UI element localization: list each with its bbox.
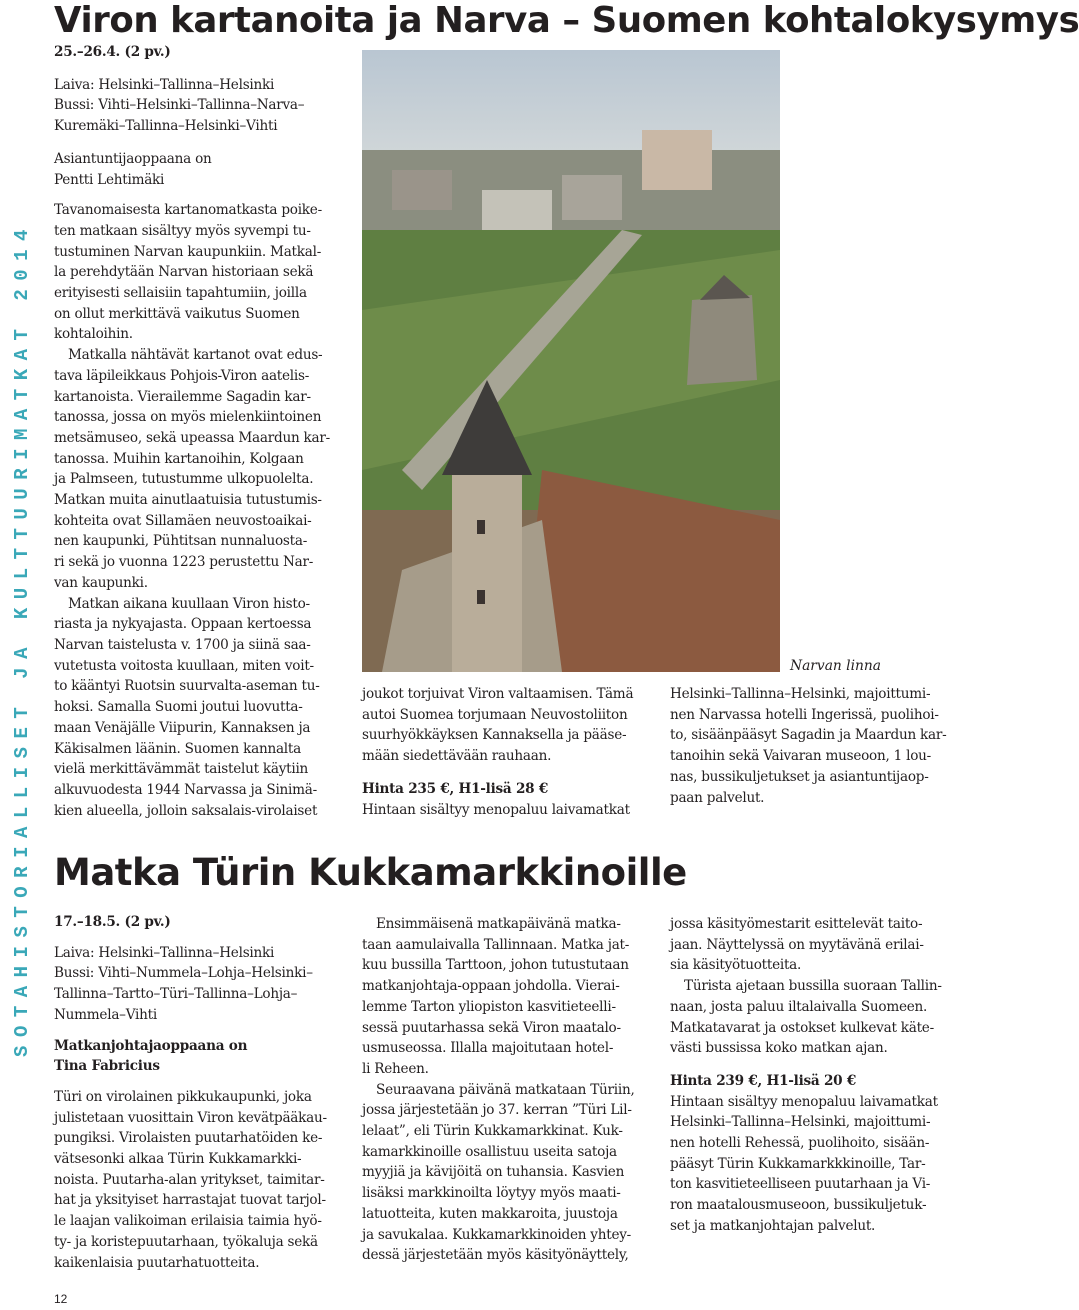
text-line: usmuseossa. Illalla majoitutaan hotel- xyxy=(362,1040,614,1057)
page-number: 12 xyxy=(54,1292,68,1306)
text-line: hoksi. Samalla Suomi joutui luovutta- xyxy=(54,699,303,716)
text-line: noista. Puutarha-alan yritykset, taimitar- xyxy=(54,1171,325,1188)
trip1-ship-route: Laiva: Helsinki–Tallinna–Helsinki xyxy=(54,76,275,93)
text-line: jossa käsityömestarit esittelevät taito- xyxy=(670,916,923,932)
text-line: nas, bussikuljetukset ja asiantuntijaop- xyxy=(670,768,929,785)
photo-caption: Narvan linna xyxy=(790,658,882,674)
trip2-title: Matka Türin Kukkamarkkinoille xyxy=(54,851,687,894)
trip2-itinerary-text xyxy=(362,914,662,1266)
text-line: le laajan valikoiman erilaisia taimia hyö- xyxy=(54,1213,322,1230)
trip2-bus-route-1: Bussi: Vihti–Nummela–Lohja–Helsinki– xyxy=(54,965,313,982)
trip1-guide xyxy=(54,149,346,190)
text-line: alkuvuodesta 1944 Narvassa ja Sinimä- xyxy=(54,781,317,798)
text-line: Türista ajetaan bussilla suoraan Tallin- xyxy=(684,978,942,995)
text-line: riasta ja nykyajasta. Oppaan kertoessa xyxy=(54,616,312,633)
trip1-price: Hinta 235 €, H1-lisä 28 € xyxy=(362,780,549,797)
text-line: jossa järjestetään jo 37. kerran ”Türi Lil- xyxy=(362,1102,632,1119)
text-line: Tavanomaisesta kartanomatkasta poike- xyxy=(54,202,322,219)
text-line: latuotteita, kuten makkaroita, juustoja xyxy=(362,1205,618,1222)
text-line: kamarkkinoille osallistuu useita satoja xyxy=(362,1143,617,1160)
text-line: Käkisalmen läänin. Suomen kannalta xyxy=(54,740,301,757)
text-line: Matkan aikana kuullaan Viron histo- xyxy=(68,595,310,612)
text-line: myyjiä ja kävijöitä on tuhansia. Kasvien xyxy=(362,1164,625,1181)
text-line: Helsinki–Tallinna–Helsinki, majoittumi- xyxy=(670,686,931,702)
text-line: kien alueella, jolloin saksalais-virolaiset xyxy=(54,802,318,819)
trip1-column-3 xyxy=(670,684,960,808)
text-line: nen Narvassa hotelli Ingerissä, puolihoi- xyxy=(670,706,939,723)
text-line: taan aamulaivalla Tallinnaan. Matka jat- xyxy=(362,936,630,953)
text-line: mään siedettävään rauhaan. xyxy=(362,748,552,765)
text-line: to kääntyi Ruotsin suurvalta-aseman tu- xyxy=(54,678,320,695)
text-line: lemme Tarton yliopiston kasvitieteelli- xyxy=(362,998,616,1015)
text-line: pääsyt Türin Kukkamarkkkinoille, Tar- xyxy=(670,1155,926,1172)
text-line: pungiksi. Virolaisten puutarhatöiden ke- xyxy=(54,1130,323,1147)
trip2-bus-route-3: Nummela–Vihti xyxy=(54,1006,157,1023)
text-line: lisäksi markkinoilta löytyy myös maati- xyxy=(362,1185,621,1202)
trip2-guide xyxy=(54,1036,346,1077)
text-line: Narvan taistelusta v. 1700 ja siinä saa- xyxy=(54,636,311,653)
text-line: matkanjohtaja-oppaan johdolla. Vierai- xyxy=(362,978,620,995)
text-line: to, sisäänpääsyt Sagadin ja Maardun kar- xyxy=(670,727,947,744)
text-line: ten matkaan sisältyy myös syvempi tu- xyxy=(54,222,311,239)
text-line: erityisesti sellaisiin tapahtumiin, joilla xyxy=(54,285,307,302)
text-line: set ja matkanjohtajan palvelut. xyxy=(670,1217,876,1234)
text-line: Matkan muita ainutlaatuisia tutustumis- xyxy=(54,492,322,509)
trip2-guide-name: Tina Fabricius xyxy=(54,1058,160,1075)
trip1-dates: 25.–26.4. (2 pv.) xyxy=(54,44,171,60)
text-line: västi bussissa koko matkan ajan. xyxy=(670,1040,888,1057)
text-line: Matkalla nähtävät kartanot ovat edus- xyxy=(68,347,323,364)
trip2-price: Hinta 239 €, H1-lisä 20 € xyxy=(670,1072,857,1089)
trip1-price-details xyxy=(670,684,960,808)
text-line: kuu bussilla Tarttoon, johon tutustutaan xyxy=(362,957,629,974)
trip2-guide-label: Matkanjohtajaoppaana on xyxy=(54,1037,248,1054)
trip1-route xyxy=(54,75,346,137)
text-line: sessä puutarhassa sekä Viron maatalo- xyxy=(362,1019,621,1036)
trip1-title: Viron kartanoita ja Narva – Suomen kohtalokysymys xyxy=(54,0,1079,41)
text-line: jaan. Näyttelyssä on myytävänä erilai- xyxy=(670,936,924,953)
text-line: tava läpileikkaus Pohjois-Viron aatelis- xyxy=(54,367,310,384)
trip2-column-1 xyxy=(54,912,346,1273)
sidebar-band xyxy=(0,0,44,1280)
text-line: vutetusta voitosta kuullaan, miten voit- xyxy=(54,657,314,674)
text-line: ron maatalousmuseoon, bussikuljetuk- xyxy=(670,1197,927,1214)
trip2-bus-route-2: Tallinna–Tartto–Türi–Tallinna–Lohja– xyxy=(54,986,298,1003)
text-line: julistetaan vuosittain Viron kevätpääkau- xyxy=(54,1109,327,1126)
text-line: vätsesonki alkaa Türin Kukkamarkki- xyxy=(54,1151,302,1168)
text-line: maan Venäjälle Viipurin, Kannaksen ja xyxy=(54,719,311,736)
trip1-body-continued xyxy=(362,684,662,767)
text-line: ty- ja koristepuutarhaan, työkaluja sekä xyxy=(54,1233,318,1250)
text-line: kaikenlaisia puutarhatuotteita. xyxy=(54,1254,260,1271)
text-line: sia käsityötuotteita. xyxy=(670,957,802,974)
trip2-route xyxy=(54,943,346,1026)
sidebar-series-title: SOTAHISTORIALLISET JA KULTTUURIMATKAT 2014 xyxy=(11,221,33,1057)
trip1-bus-route-2: Kuremäki–Tallinna–Helsinki–Vihti xyxy=(54,118,278,135)
text-line: vielä merkittävämmät taistelut käytiin xyxy=(54,761,309,778)
trip1-column-1 xyxy=(54,42,346,821)
trip2-return-text xyxy=(670,914,960,1059)
text-line: paan palvelut. xyxy=(670,789,765,806)
text-line: Türi on virolainen pikkukaupunki, joka xyxy=(54,1088,312,1105)
text-line: hat ja yksityiset harrastajat tuovat tarjol- xyxy=(54,1192,326,1209)
text-line: Hintaan sisältyy menopaluu laivamatkat xyxy=(670,1093,938,1110)
trip1-body-text xyxy=(54,200,346,821)
text-line: ton kasvitieteelliseen puutarhaan ja Vi- xyxy=(670,1176,931,1193)
text-line: van kaupunki. xyxy=(54,574,148,591)
text-line: tustuminen Narvan kaupunkiin. Matkal- xyxy=(54,243,322,260)
narva-castle-photo xyxy=(362,50,780,672)
trip1-price-note: Hintaan sisältyy menopaluu laivamatkat xyxy=(362,801,630,818)
trip2-dates: 17.–18.5. (2 pv.) xyxy=(54,914,171,930)
text-line: li Reheen. xyxy=(362,1060,429,1077)
text-line: kohtaloihin. xyxy=(54,326,133,343)
text-line: Ensimmäisenä matkapäivänä matka- xyxy=(376,916,621,932)
text-line: tanossa, jossa on myös mielenkiintoinen xyxy=(54,409,322,426)
text-line: la perehdytään Narvan historiaan sekä xyxy=(54,264,314,281)
text-line: on ollut merkittävä vaikutus Suomen xyxy=(54,305,300,322)
text-line: ja Palmseen, tutustumme ulkopuolelta. xyxy=(54,471,314,488)
text-line: autoi Suomea torjumaan Neuvostoliiton xyxy=(362,706,628,723)
trip2-column-2 xyxy=(362,914,662,1266)
trip2-column-3 xyxy=(670,914,960,1237)
text-line: nen kaupunki, Pühtitsan nunnaluosta- xyxy=(54,533,308,550)
text-line: suurhyökkäyksen Kannaksella ja pääse- xyxy=(362,727,627,744)
text-line: naan, josta paluu iltalaivalla Suomeen. xyxy=(670,998,928,1015)
text-line: kohteita ovat Sillamäen neuvostoaikai- xyxy=(54,512,312,529)
text-line: lelaat”, eli Türin Kukkamarkkinat. Kuk- xyxy=(362,1123,623,1140)
text-line: ja savukalaa. Kukkamarkkinoiden yhtey- xyxy=(362,1226,632,1243)
text-line: tanossa. Muihin kartanoihin, Kolgaan xyxy=(54,450,304,467)
text-line: metsämuseo, sekä upeassa Maardun kar- xyxy=(54,429,330,446)
trip2-ship-route: Laiva: Helsinki–Tallinna–Helsinki xyxy=(54,944,275,961)
trip2-price-details xyxy=(670,1092,960,1237)
narva-castle-illustration xyxy=(362,50,780,672)
text-line: Helsinki–Tallinna–Helsinki, majoittumi- xyxy=(670,1114,931,1131)
trip1-bus-route-1: Bussi: Vihti–Helsinki–Tallinna–Narva– xyxy=(54,97,305,114)
text-line: nen hotelli Rehessä, puolihoito, sisään- xyxy=(670,1135,930,1152)
text-line: joukot torjuivat Viron valtaamisen. Tämä xyxy=(362,686,634,702)
trip1-guide-label: Asiantuntijaoppaana on xyxy=(54,150,212,167)
trip2-intro-text xyxy=(54,1087,346,1273)
text-line: ri sekä jo vuonna 1223 perustettu Nar- xyxy=(54,554,314,571)
trip1-guide-name: Pentti Lehtimäki xyxy=(54,171,165,188)
text-line: dessä järjestetään myös käsityönäyttely, xyxy=(362,1247,629,1264)
text-line: Seuraavana päivänä matkataan Türiin, xyxy=(376,1081,635,1098)
trip1-column-2 xyxy=(362,684,662,820)
text-line: tanoihin sekä Vaivaran museoon, 1 lou- xyxy=(670,748,931,765)
text-line: Matkatavarat ja ostokset kulkevat käte- xyxy=(670,1019,934,1036)
text-line: kartanoista. Vierailemme Sagadin kar- xyxy=(54,388,311,405)
